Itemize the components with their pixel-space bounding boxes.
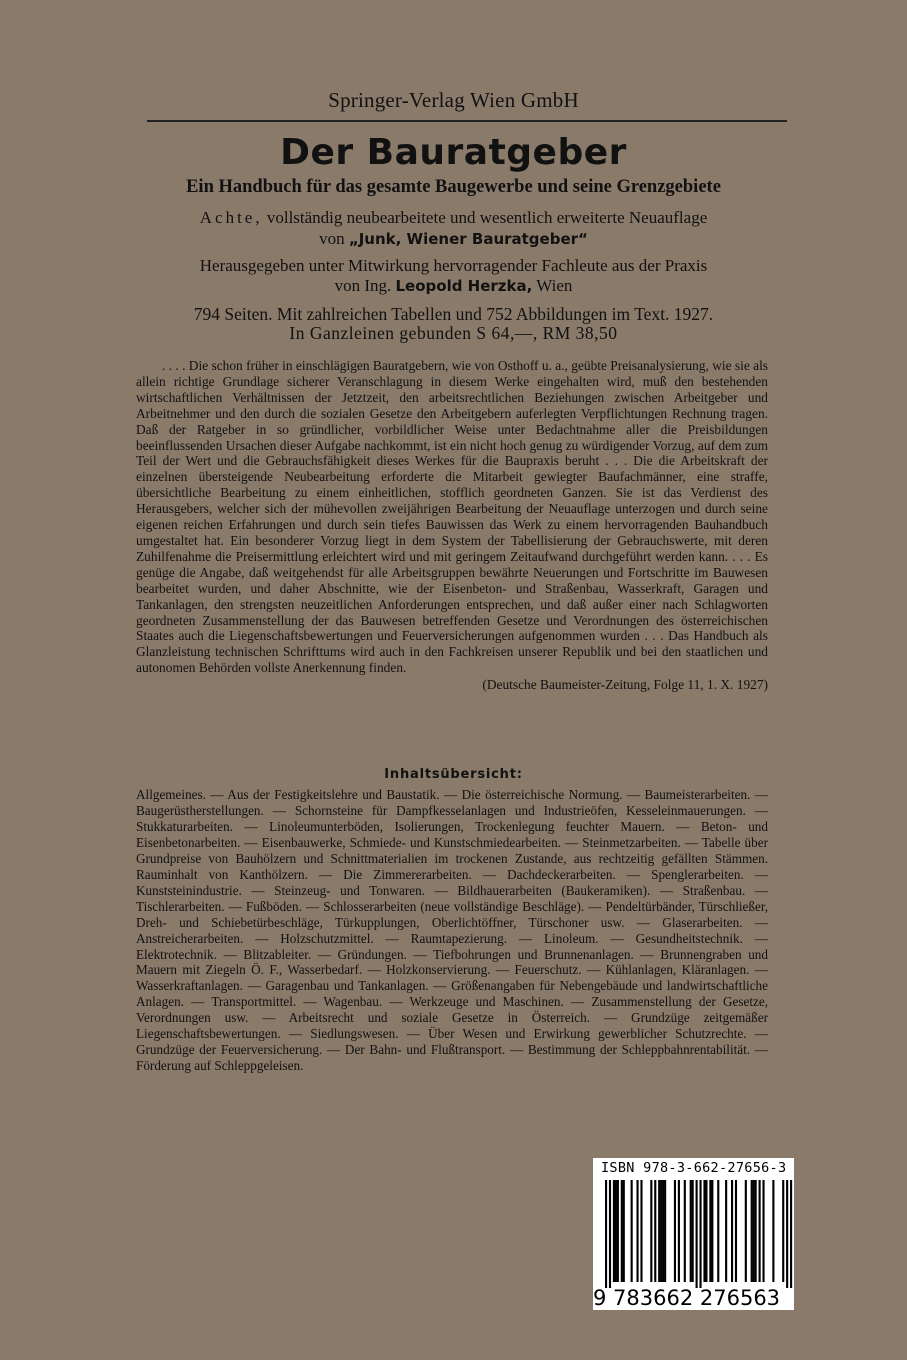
barcode-bar [678,1180,680,1282]
barcode-bar [703,1180,705,1282]
edition-prefix: Achte, [199,208,263,227]
barcode-bars-icon [593,1180,794,1288]
edition-von: von [319,229,345,248]
barcode-bar [674,1180,676,1282]
barcode-bar [786,1180,788,1288]
barcode-bar [753,1180,755,1282]
barcode-bar [650,1180,652,1282]
barcode-bar [735,1180,737,1282]
edition-rest: vollständig neubearbeitete und wesentlich erweiterte Neuauflage [266,208,708,227]
barcode-bar [772,1180,774,1282]
editor-city: Wien [536,276,573,295]
barcode-bar [664,1180,666,1282]
review-source: (Deutsche Baumeister-Zeitung, Folge 11, 1. X. 1927) [482,677,768,693]
book-price: In Ganzleinen gebunden S 64,—, RM 38,50 [289,323,618,343]
barcode-bar [621,1180,623,1282]
barcode-bar [709,1180,711,1282]
review-text: . . . . Die schon früher in einschlägigen Bauratgebern, wie von Osthoff u. a., geübte Preisanalysierung, wie sie als allein richtige Grundlage sicherer Veranschlagung in diesem Werke eingehalten wird, muß den bestehenden wirtschaftlichen Verhältnissen der Jetztzeit, den arbeitsrechtlichen Beziehungen zwischen Arbeitgeber und Arbeitnehmer und den durch die sozialen Gesetze den Arbeitgebern auferlegten Verpflichtungen Rechnung tragen. Daß der Ratgeber in so gründlicher, vorbildlicher Weise unter Bedachtnahme aller die Preisbildungen beeinflussenden Ursachen dieser Aufgabe nachkommt, ist ein nicht hoch genug zu würdigender Vorzug, auf dem zum Teil der Wert und die Gebrauchsfähigkeit dieses Werkes für die Baupraxis beruht . . . Die die Arbeitskraft der einzelnen übersteigende Neubearbeitung erforderte die Mitarbeit gewiegter Baufachmänner, eine straffe, übersichtliche Bearbeitung zu einem einheitlichen, stofflich geordneten Ganzen. Sie ist das Verdienst des Herausgebers, welcher sich der mühevollen zweijährigen Bearbeitung der Neuauflage unterzogen und durch seine eigenen reichen Erfahrungen und durch sein tiefes Bauwissen das Werk zu einem hervorragenden Bauhandbuch umgestaltet hat. Ein besonderer Vorzug liegt in dem System der Tabellisierung der Gebrauchswerte, mit deren Zuhilfenahme die Preisermittlung erleichtert wird und mit geringem Zeitaufwand durchgeführt werden kann. . . . Es genüge die Angabe, daß weitgehendst für alle Arbeitsgruppen bewährte Neuerungen und Fortschritte im Bauwesen bearbeitet wurden, und daher Abschnitte, wie der Eisenbeton- und Straßenbau, Wasserkraft, Garagen und Tankanlagen, den strengsten neuzeitlichen Anforderungen entsprechen, und daß außer einer nach Schlagworten geordneten Zusammenstellung der das Bauwesen betreffenden Gesetze und Verordnungen des österreichischen Staates auch die Liegenschaftsbewertungen und Feuerversicherungen aufgenommen wurden . . . Das Handbuch als Glanzleistung technischen Schrifttums wird auch in den Fachkreisen unserer Republik und bei den staatlichen und autonomen Behörden vollste Anerkennung finden. [136,358,768,676]
barcode-bar [759,1180,761,1282]
toc-block [136,787,768,1074]
toc-text: Allgemeines. — Aus der Festigkeitslehre und Baustatik. — Die österreichische Normung. — Baumeisterarbeiten. — Baugerüstherstellungen. — Schornsteine für Dampfkesselanlagen und Industrieöfen, Kesseleinmauerungen. — Stukkaturarbeiten. — Linoleumunterböden, Isolierungen, Trockenlegung feuchter Mauern. — Beton- und Eisenbetonarbeiten. — Eisenbauwerke, Schmiede- und Kunstschmiedearbeiten. — Steinmetzarbeiten. — Tabelle über Grundpreise von Bauhölzern und Schnittmaterialien im trockenen Zustande, aus rechtzeitig gefällten Stämmen. Rauminhalt von Kanthölzern. — Die Zimmererarbeiten. — Dachdeckerarbeiten. — Spenglerarbeiten. — Kunststeinindustrie. — Steinzeug- und Tonwaren. — Bildhauerarbeiten (Baukeramiken). — Straßenbau. — Tischlerarbeiten. — Fußböden. — Schlosserarbeiten (neue vollständige Beschläge). — Pendeltürbänder, Türschließer, Dreh- und Schiebetürbeschläge, Türkupplungen, Oberlichtöffner, Türschoner usw. — Glaserarbeiten. — Anstreicherarbeiten. — Holzschutzmittel. — Raumtapezierung. — Linoleum. — Gesundheitstechnik. — Elektrotechnik. — Blitzableiter. — Gründungen. — Tiefbohrungen und Brunnenanlagen. — Brunnengraben und Mauern mit Ziegeln Ö. F., Wasserbedarf. — Holzkonservierung. — Feuerschutz. — Kühlanlagen, Kläranlagen. — Wasserkraftanlagen. — Garagenbau und Tankanlagen. — Größenangaben für Nebengebäude und landwirtschaftliche Anlagen. — Transportmittel. — Wagenbau. — Werkzeuge und Maschinen. — Zusammenstellung der Gesetze, Verordnungen usw. — Arbeitsrecht und soziale Gesetze in Österreich. — Grundzüge zeitgemäßer Liegenschaftsbewertungen. — Siedlungswesen. — Über Wesen und Erwirkung gewerblicher Schutzrechte. — Grundzüge der Feuerversicherung. — Der Bahn- und Flußtransport. — Bestimmung der Schleppbahnrentabilität. — Förderung auf Schleppgeleisen. [136,787,768,1074]
editor-name-line [0,276,907,296]
barcode-bar [782,1180,784,1282]
barcode-bar [631,1180,633,1282]
toc-title: Inhaltsübersicht: [384,767,523,782]
barcode-bar [699,1180,701,1288]
review-block [136,358,768,693]
barcode-bar [696,1180,698,1288]
barcode-bar [705,1180,707,1282]
book-subtitle: Ein Handbuch für das gesamte Baugewerbe und seine Grenzgebiete [186,177,721,197]
barcode-bar [725,1180,727,1282]
barcode-bar [755,1180,757,1282]
editor-line: Herausgegeben unter Mitwirkung hervorragender Fachleute aus der Praxis [199,256,708,275]
barcode-bar [662,1180,664,1282]
barcode-bar [711,1180,713,1282]
isbn-barcode [593,1158,794,1310]
edition-line [0,208,907,228]
barcode-bar [684,1180,686,1282]
barcode-bar [615,1180,617,1282]
barcode-bar [617,1180,619,1282]
book-details: 794 Seiten. Mit zahlreichen Tabellen und 752 Abbildungen im Text. 1927. [193,304,714,324]
barcode-bar [636,1180,638,1282]
original-title: „Junk, Wiener Bauratgeber“ [348,230,588,248]
barcode-bar [658,1180,660,1282]
barcode-bar [660,1180,662,1282]
barcode-bar [640,1180,642,1282]
barcode-bar [690,1180,692,1282]
barcode-bar [762,1180,764,1282]
original-title-line [0,229,907,249]
editor-prefix: von Ing. [334,276,392,295]
barcode-bar [790,1180,792,1288]
barcode-bar [623,1180,625,1282]
book-title: Der Bauratgeber [280,132,627,173]
isbn-label: ISBN 978-3-662-27656-3 [601,1160,787,1176]
barcode-bar [613,1180,615,1282]
header-rule [147,120,787,122]
barcode-bar [745,1180,747,1282]
barcode-digits: 9 783662 276563 [593,1286,781,1310]
barcode-bar [605,1180,607,1288]
barcode-bar [654,1180,656,1282]
barcode-bar [692,1180,694,1282]
barcode-bar [751,1180,753,1282]
publisher-name: Springer-Verlag Wien GmbH [328,88,579,112]
editor-name: Leopold Herzka, [395,277,533,295]
barcode-bar [609,1180,611,1288]
barcode-bar [731,1180,733,1282]
barcode-bar [717,1180,719,1282]
